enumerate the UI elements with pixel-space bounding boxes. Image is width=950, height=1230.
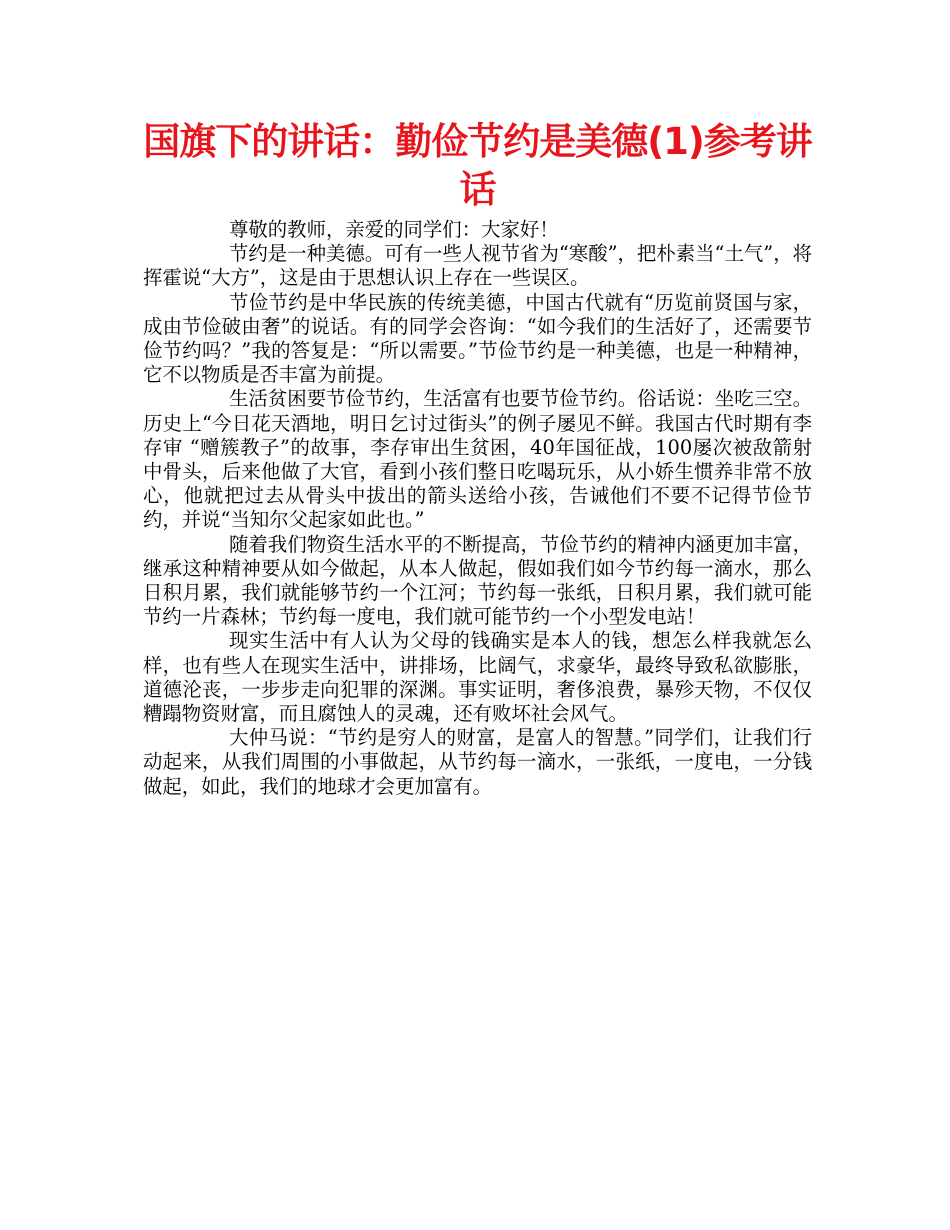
paragraph-tradition: 节俭节约是中华民族的传统美德，中国古代就有“历览前贤国与家，成由节俭破由奢”的说话。有的同学会咨询：“如今我们的生活好了，还需要节俭节约吗？”我的答复是：“所以需要。”节俭节约是一种美德，也是一种精神，它不以物质是否丰富为前提。	[143, 290, 812, 387]
paragraph-greeting: 尊敬的教师，亲爱的同学们：大家好！	[229, 218, 559, 241]
paragraph-virtue: 节约是一种美德。可有一些人视节省为“寒酸”，把朴素当“土气”，将挥霍说“大方”，这是由于思想认识上存在一些误区。	[143, 242, 812, 290]
paragraph-modern-life: 随着我们物资生活水平的不断提高，节俭节约的精神内涵更加丰富，继承这种精神要从如今做起，从本人做起，假如我们如今节约每一滴水，那么日积月累，我们就能够节约一个江河；节约每一张纸，日积月累，我们就可能节约一片森林；节约每一度电，我们就可能节约一个小型发电站！	[143, 532, 812, 629]
paragraph-waste: 现实生活中有人认为父母的钱确实是本人的钱，想怎么样我就怎么样，也有些人在现实生活中，讲排场，比阔气，求豪华，最终导致私欲膨胀，道德沦丧，一步步走向犯罪的深渊。事实证明，奢侈浪费，暴殄天物，不仅仅糟蹋物资财富，而且腐蚀人的灵魂，还有败坏社会风气。	[143, 629, 812, 726]
document-title: 国旗下的讲话：勤俭节约是美德(1)参考讲话	[143, 120, 812, 211]
document-body	[143, 218, 812, 799]
paragraph-closing: 大仲马说：“节约是穷人的财富，是富人的智慧。”同学们，让我们行动起来，从我们周围的小事做起，从节约每一滴水，一张纸，一度电，一分钱做起，如此，我们的地球才会更加富有。	[143, 726, 812, 798]
document-page	[143, 118, 812, 799]
paragraph-history: 生活贫困要节俭节约，生活富有也要节俭节约。俗话说：坐吃三空。历史上“今日花天酒地，明日乞讨过街头”的例子屡见不鲜。我国古代时期有李存审 “赠簇教子”的故事，李存审出生贫困，40年国征战，100屡次被敌箭射中骨头，后来他做了大官，看到小孩们整日吃喝玩乐，从小娇生惯养非常不放心，他就把过去从骨头中拔出的箭头送给小孩，告诫他们不要不记得节俭节约，并说“当知尔父起家如此也。”	[143, 387, 812, 532]
